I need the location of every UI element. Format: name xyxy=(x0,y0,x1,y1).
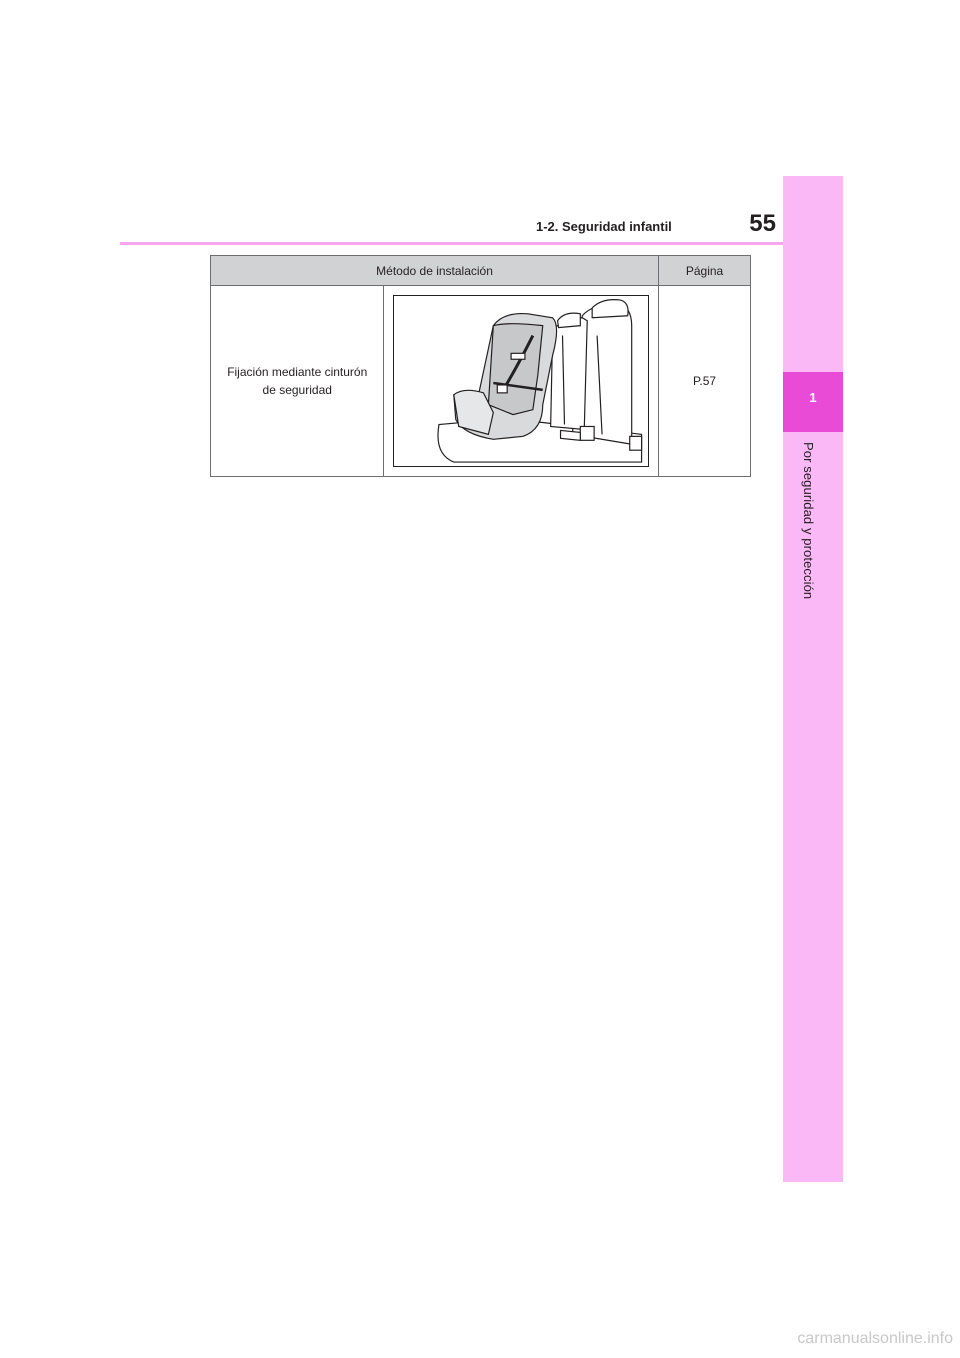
table-header-row xyxy=(211,256,751,286)
illustration-cell xyxy=(384,286,659,477)
installation-method-table xyxy=(210,255,751,477)
page-number: 55 xyxy=(749,210,776,237)
method-text-line1: Fijación mediante cinturón xyxy=(227,365,368,379)
section-title: 1-2. Seguridad infantil xyxy=(536,219,672,234)
column-header-method: Método de instalación xyxy=(211,256,659,286)
column-header-page: Página xyxy=(659,256,751,286)
child-seat-belt-installation-icon xyxy=(393,295,649,467)
chapter-number: 1 xyxy=(809,390,817,405)
method-cell xyxy=(211,286,384,477)
page-reference-cell: P.57 xyxy=(659,286,751,477)
chapter-side-tab xyxy=(783,176,843,1182)
watermark: carmanualsonline.info xyxy=(797,1330,953,1347)
chapter-label: Por seguridad y protección xyxy=(801,442,816,600)
header-rule xyxy=(120,242,783,245)
table-row xyxy=(211,286,751,477)
method-text-line2: de seguridad xyxy=(262,383,332,397)
